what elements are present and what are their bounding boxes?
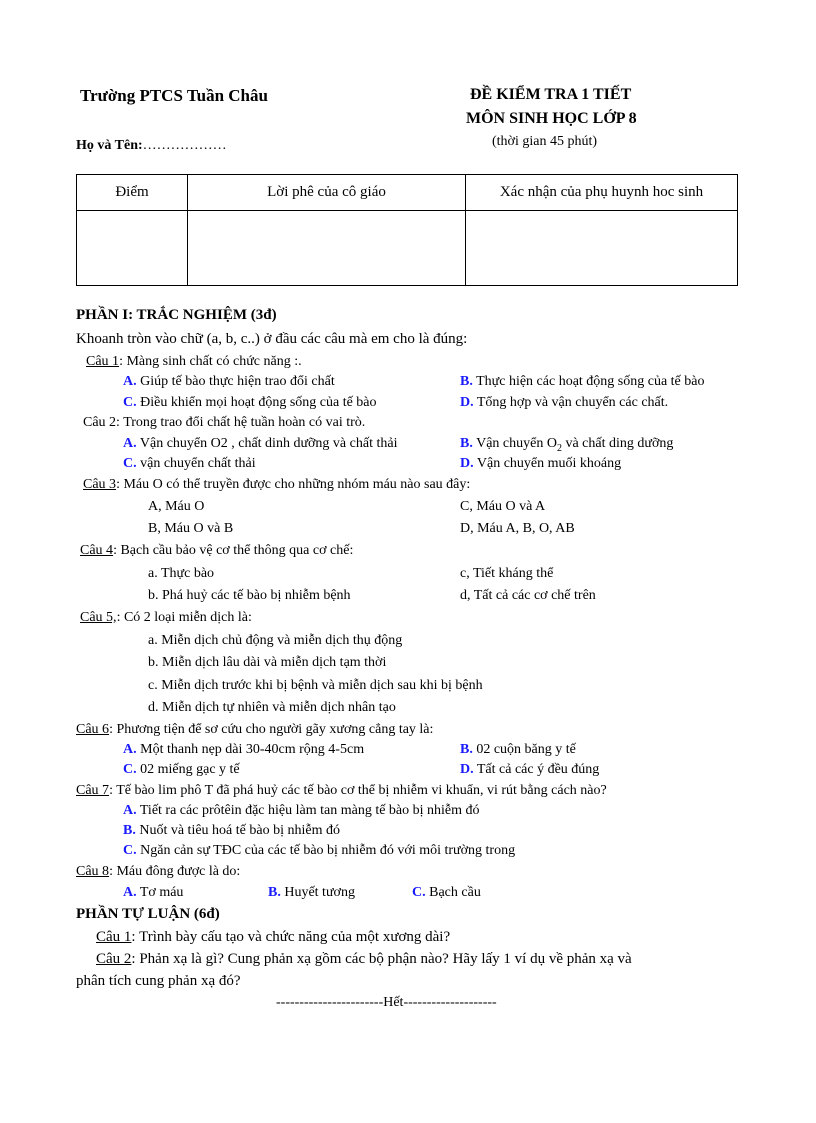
question-3: Câu 3: Máu O có thể truyền được cho những nhóm máu nào sau đây: <box>83 477 471 492</box>
q3-option-a[interactable]: A, Máu O <box>148 499 205 514</box>
end-marker: -----------------------Hết-------------------- <box>276 995 497 1010</box>
q7-option-a[interactable]: A. Tiết ra các prôtêin đặc hiệu làm tan màng tế bào bị nhiễm đó <box>123 803 480 818</box>
name-dots: ……………… <box>142 138 227 153</box>
subject-title: MÔN SINH HỌC LỚP 8 <box>466 110 637 127</box>
score-header: Điểm <box>77 175 188 211</box>
question-4: Câu 4: Bạch cầu bảo vệ cơ thể thông qua cơ chế: <box>80 543 354 558</box>
parent-confirm-header: Xác nhận của phụ huynh hoc sinh <box>466 175 738 211</box>
q6-option-a[interactable]: A. Một thanh nẹp dài 30-40cm rộng 4-5cm <box>123 742 365 757</box>
q1-option-c[interactable]: C. Điều khiển mọi hoạt động sống của tế bào <box>123 395 377 410</box>
part1-instruction: Khoanh tròn vào chữ (a, b, c..) ở đầu các câu mà em cho là đúng: <box>76 331 468 347</box>
q8-option-b[interactable]: B. Huyết tương <box>268 885 355 900</box>
question-5: Câu 5,: Có 2 loại miễn dịch là: <box>80 610 252 625</box>
essay-question-1: Câu 1: Trình bày cấu tạo và chức năng của một xương dài? <box>96 929 451 945</box>
q5-option-a[interactable]: a. Miễn dịch chủ động và miễn dịch thụ động <box>148 633 403 648</box>
question-6: Câu 6: Phương tiện để sơ cứu cho người gãy xương cẳng tay là: <box>76 722 434 737</box>
q3-option-d[interactable]: D, Máu A, B, O, AB <box>460 521 575 536</box>
question-1: Câu 1: Màng sinh chất có chức năng :. <box>86 354 302 369</box>
q4-option-c[interactable]: c, Tiết kháng thể <box>460 566 554 581</box>
q6-option-d[interactable]: D. Tất cả các ý đều đúng <box>460 762 600 777</box>
question-2: Câu 2: Trong trao đổi chất hệ tuần hoàn có vai trò. <box>83 415 366 430</box>
essay-question-2: Câu 2: Phản xạ là gì? Cung phản xạ gồm các bộ phận nào? Hãy lấy 1 ví dụ về phản xạ và <box>96 951 632 967</box>
q2-option-c[interactable]: C. vận chuyển chất thải <box>123 456 256 471</box>
q7-option-b[interactable]: B. Nuốt và tiêu hoá tế bào bị nhiễm đó <box>123 823 340 838</box>
grade-table <box>76 174 738 286</box>
q6-option-c[interactable]: C. 02 miếng gạc y tế <box>123 762 240 777</box>
score-cell[interactable] <box>77 211 188 286</box>
q4-option-d[interactable]: d, Tất cả các cơ chế trên <box>460 588 596 603</box>
essay-question-2-cont: phân tích cung phản xạ đó? <box>76 973 241 989</box>
question-8: Câu 8: Máu đông được là do: <box>76 864 241 879</box>
part1-title: PHẦN I: TRẮC NGHIỆM (3đ) <box>76 307 277 323</box>
school-name: Trường PTCS Tuần Châu <box>80 86 268 105</box>
exam-title: ĐỀ KIỂM TRA 1 TIẾT <box>470 86 632 103</box>
q4-option-b[interactable]: b. Phá huỷ các tế bào bị nhiễm bệnh <box>148 588 351 603</box>
q8-option-a[interactable]: A. Tơ máu <box>123 885 184 900</box>
q2-option-a[interactable]: A. Vận chuyển O2 , chất dinh dưỡng và chất thải <box>123 436 398 451</box>
q6-option-b[interactable]: B. 02 cuộn băng y tế <box>460 742 576 757</box>
name-field <box>76 138 227 154</box>
q2-option-b[interactable]: B. Vận chuyển $O_2$ và chất ding dưỡng <box>460 436 674 454</box>
part2-title: PHẦN TỰ LUẬN (6đ) <box>76 906 220 922</box>
name-label: Họ và Tên: <box>76 138 143 153</box>
exam-duration: (thời gian 45 phút) <box>492 134 597 149</box>
q5-option-b[interactable]: b. Miễn dịch lâu dài và miễn dịch tạm thời <box>148 655 387 670</box>
teacher-comment-header: Lời phê của cô giáo <box>188 175 466 211</box>
q1-option-d[interactable]: D. Tổng hợp và vận chuyển các chất. <box>460 395 669 410</box>
q5-option-c[interactable]: c. Miễn dịch trước khi bị bệnh và miễn dịch sau khi bị bệnh <box>148 678 483 693</box>
q1-option-a[interactable]: A. Giúp tế bào thực hiện trao đổi chất <box>123 374 335 389</box>
q3-option-b[interactable]: B, Máu O và B <box>148 521 234 536</box>
q2-option-d[interactable]: D. Vận chuyển muối khoáng <box>460 456 622 471</box>
teacher-comment-cell[interactable] <box>188 211 466 286</box>
q8-option-c[interactable]: C. Bạch cầu <box>412 885 481 900</box>
q7-option-c[interactable]: C. Ngăn cản sự TĐC của các tế bào bị nhiễm đó với môi trường trong <box>123 843 516 858</box>
q1-option-b[interactable]: B. Thực hiện các hoạt động sống của tế bào <box>460 374 705 389</box>
parent-confirm-cell[interactable] <box>466 211 738 286</box>
q4-option-a[interactable]: a. Thực bào <box>148 566 215 581</box>
q3-option-c[interactable]: C, Máu O và A <box>460 499 546 514</box>
question-7: Câu 7: Tế bào lim phô T đã phá huỷ các tế bào cơ thể bị nhiễm vi khuẩn, vi rút bằng cách nào? <box>76 783 607 798</box>
q5-option-d[interactable]: d. Miễn dịch tự nhiên và miễn dịch nhân tạo <box>148 700 396 715</box>
